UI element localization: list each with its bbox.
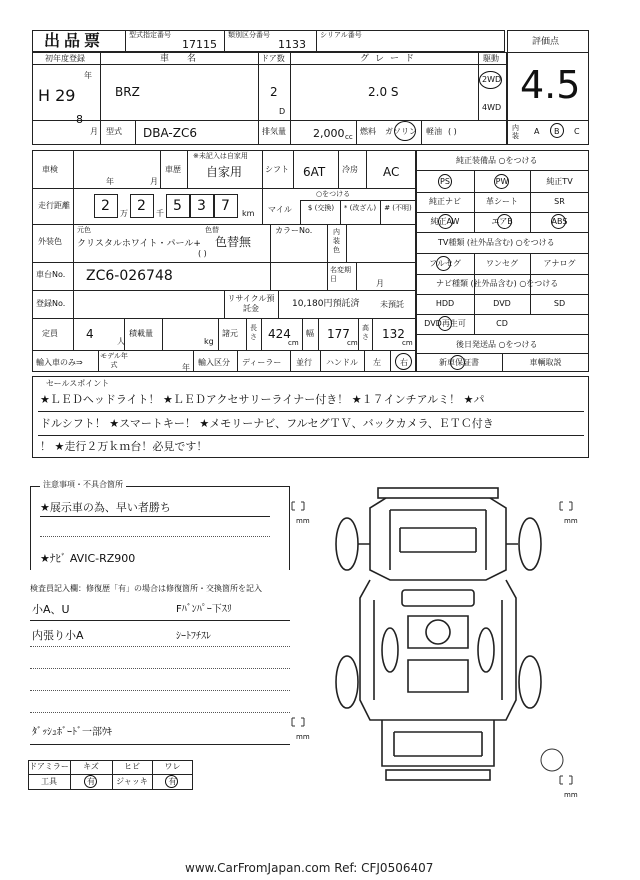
history-value: 自家用 xyxy=(206,165,243,179)
orig-color-label: 元色 xyxy=(77,226,91,234)
displacement-value: 2,000 xyxy=(313,127,345,140)
equip-sr: SR xyxy=(554,197,565,206)
interior-b-circle xyxy=(550,123,564,138)
equip-pw-circle xyxy=(494,174,509,189)
color-no-label: カラーNo. xyxy=(275,226,313,235)
meter-unknown: # (不明) xyxy=(384,204,412,212)
inspector-row1-left: 小A、U xyxy=(32,603,70,616)
navi-cd: CD xyxy=(496,319,508,328)
first-reg-month-unit: 月 xyxy=(90,127,98,136)
recycle-value: 10,180円預託済 xyxy=(292,299,360,309)
equip-aw: 純正AW xyxy=(430,217,460,226)
length-unit: cm xyxy=(288,339,299,347)
navi-dvd-play-circle xyxy=(438,316,452,331)
odo-man: 2 xyxy=(101,198,110,214)
recycle-label: リサイクル預託金 xyxy=(227,294,275,313)
first-reg-year: H 29 xyxy=(38,86,76,105)
inspector-row2-right: ｼｰﾄﾌﾁｽﾚ xyxy=(176,631,211,642)
inspector-row1-right: Fﾊﾞﾝﾊﾟｰ下ｽﾘ xyxy=(176,604,232,615)
notes-line-2: ★ﾅﾋﾞ AVIC-RZ900 xyxy=(40,552,136,565)
equip-abs: ABS xyxy=(551,217,568,226)
sales-label: セールスポイント xyxy=(46,379,110,388)
docs-manual: 車輌取説 xyxy=(529,358,562,367)
equip-aw-circle xyxy=(438,214,453,229)
load-label: 積載量 xyxy=(129,329,153,338)
color-change: 色替無 xyxy=(215,235,252,249)
capacity-value: 4 xyxy=(86,327,94,341)
steering-right: 右 xyxy=(400,358,408,367)
import-parallel: 並行 xyxy=(296,358,312,367)
navi-sd: SD xyxy=(553,299,566,308)
name-change-label: 名変期日 xyxy=(330,266,351,283)
meter-mark-note: ○をつける xyxy=(316,190,351,198)
drive-2wd-circle xyxy=(479,71,502,89)
docs-warranty-circle xyxy=(450,355,465,370)
length-value: 424 xyxy=(268,327,291,341)
tv-analog: アナログ xyxy=(543,259,576,268)
inspector-row7: ﾀﾞｯｼｭﾎﾞｰﾄﾞ一部ｳｷ xyxy=(32,727,112,738)
navi-dvd: DVD xyxy=(493,299,511,308)
fuel-other: ( ) xyxy=(448,127,457,136)
tv-fullseg: フルセグ xyxy=(429,259,461,268)
inspection-label: 車検 xyxy=(42,165,58,174)
import-dealer: ディーラー xyxy=(242,358,282,367)
drive-2wd: 2WD xyxy=(482,75,502,84)
score-label: 評価点 xyxy=(532,37,560,47)
drive-label: 駆動 xyxy=(483,54,499,63)
fuel-gasoline: ガソリン xyxy=(385,127,417,136)
first-reg-year-unit: 年 xyxy=(84,71,92,80)
meter-tamper: * (改ざん) xyxy=(343,204,377,212)
history-note: ※未記入は自家用 xyxy=(193,152,248,160)
shift-value: 6AT xyxy=(303,165,326,179)
serial-label: シリアル番号 xyxy=(320,31,362,39)
notes-line-1: ★展示車の為、早い者勝ち xyxy=(40,501,171,514)
equip-ps: PS xyxy=(440,177,450,186)
type-no-label: 型式指定番号 xyxy=(129,31,171,39)
navi-dvd-play: DVD再生可 xyxy=(424,319,466,328)
reg-label: 登録No. xyxy=(36,299,66,308)
capacity-unit: 人 xyxy=(117,337,125,346)
equipment-label: 純正装備品 ○をつける xyxy=(456,156,538,165)
notes-label: 注意事項・不具合箇所 xyxy=(40,481,126,489)
docs-label: 後日発送品 ○をつける xyxy=(456,340,538,349)
legend-h-break: ワレ xyxy=(164,762,181,771)
doors-label: ドア数 xyxy=(261,54,285,63)
equip-pw: PW xyxy=(495,177,509,186)
docs-warranty: 新車保証書 xyxy=(439,358,479,367)
color-change-label: 色替 xyxy=(205,226,219,234)
height-value: 132 xyxy=(382,327,405,341)
equip-leather: 革シート xyxy=(486,197,518,206)
history-label: 車歴 xyxy=(165,165,181,174)
model-label: 型式 xyxy=(106,127,122,136)
recycle-unpaid: 未預託 xyxy=(380,300,404,309)
watermark: www.CarFromJapan.com Ref: CFJ0506407 xyxy=(185,861,434,875)
shift-label: シフト xyxy=(265,165,289,174)
class-no-label: 類別区分番号 xyxy=(228,31,270,39)
fuel-diesel: 軽油 xyxy=(426,127,442,136)
odo-digit-3: 7 xyxy=(221,198,230,214)
color-label: 外装色 xyxy=(38,237,62,246)
displacement-unit: cc xyxy=(345,133,353,141)
steering-right-circle xyxy=(395,353,412,370)
legend-tools: 工具 xyxy=(41,777,57,786)
inspector-label: 検査員記入欄：修復歴「有」の場合は修復箇所・交換箇所を記入 xyxy=(30,584,262,593)
steering-label: ハンドル xyxy=(326,358,358,367)
legend-tools-circle xyxy=(84,775,97,788)
doors-suffix: D xyxy=(279,107,286,116)
equip-airbag-circle xyxy=(497,214,512,229)
legend-h-scratch: キズ xyxy=(83,762,99,771)
mm-rear-right: mm xyxy=(564,791,578,799)
interior-color-label: 内装色 xyxy=(333,228,340,254)
page-title: 出品票 xyxy=(44,31,105,50)
color-change-paren: ( ) xyxy=(198,249,207,258)
ac-label: 冷房 xyxy=(342,165,358,174)
navi-type-label: ナビ種類 (社外品含む) ○をつける xyxy=(436,279,559,288)
legend-jack: ジャッキ xyxy=(116,777,148,786)
tv-fullseg-circle xyxy=(436,256,451,271)
fuel-label: 燃料 xyxy=(360,127,376,136)
inspection-year: 年 xyxy=(106,177,114,186)
meter-swap: $ (交換) xyxy=(307,204,335,212)
width-label: 幅 xyxy=(306,329,314,338)
odo-digit-2: 3 xyxy=(197,198,206,214)
orig-color: クリスタルホワイト・パール+ xyxy=(77,239,201,249)
inspector-row2-left: 内張り小A xyxy=(32,629,84,642)
tv-type-label: TV種類 (社外品含む) ○をつける xyxy=(438,238,555,247)
height-unit: cm xyxy=(402,339,413,347)
class-no: 1133 xyxy=(278,38,306,51)
chassis-label: 車台No. xyxy=(36,270,66,279)
legend-h-crack: ヒビ xyxy=(124,762,140,771)
odo-km: km xyxy=(242,209,255,218)
equip-tv: 純正TV xyxy=(546,177,573,186)
equip-abs-circle xyxy=(551,214,566,229)
car-damage-diagram xyxy=(290,470,590,810)
car-name: BRZ xyxy=(115,85,140,99)
displacement-label: 排気量 xyxy=(262,127,286,136)
ac-value: AC xyxy=(383,165,400,179)
type-no: 17115 xyxy=(182,38,217,51)
name-change-month: 月 xyxy=(376,279,384,288)
chassis-value: ZC6-026748 xyxy=(86,268,173,284)
odo-digit-1: 5 xyxy=(173,198,182,214)
mm-front-left: mm xyxy=(296,517,310,525)
inspection-month: 月 xyxy=(150,177,158,186)
sales-line-1: ★ＬＥＤヘッドライト！ ★ＬＥＤアクセサリーライナー付き！ ★１７インチアルミ！ ★パ xyxy=(40,393,485,406)
first-reg-label: 初年度登録 xyxy=(45,54,85,63)
equip-navi: 純正ナビ xyxy=(429,197,461,206)
mileage-label: 走行距離 xyxy=(38,201,70,210)
mm-front-right: mm xyxy=(564,517,578,525)
equip-airbag: エアB xyxy=(491,217,513,226)
model-year-unit: 年 xyxy=(182,363,190,372)
doors-value: 2 xyxy=(270,85,278,99)
interior-a: A xyxy=(534,127,540,136)
dims-label: 諸元 xyxy=(222,329,238,338)
height-label: 高さ xyxy=(362,324,369,341)
import-type-label: 輸入区分 xyxy=(198,358,230,367)
odo-sen: 2 xyxy=(137,198,146,214)
navi-hdd: HDD xyxy=(435,299,455,308)
model-year-label: モデル年式 xyxy=(100,352,128,369)
length-label: 長さ xyxy=(250,324,257,341)
mm-rear-left: mm xyxy=(296,733,310,741)
odo-sen-unit: 千 xyxy=(156,209,164,218)
steering-left: 左 xyxy=(373,358,381,367)
grade-label: グレード xyxy=(360,54,421,64)
equip-ps-circle xyxy=(438,174,452,189)
import-label: 輸入車のみ⇒ xyxy=(36,358,83,367)
sales-line-3: ！ ★走行２万ｋｍ台！必見です！ xyxy=(40,440,208,453)
fuel-gasoline-circle xyxy=(394,121,416,141)
legend-jack-value: 有 xyxy=(168,777,177,786)
mile-label: マイル xyxy=(268,205,292,214)
legend-tools-value: 有 xyxy=(87,777,95,786)
car-name-label: 車名 xyxy=(160,54,215,64)
legend-jack-circle xyxy=(165,775,178,788)
grade-value: 2.0 S xyxy=(368,85,399,99)
model-value: DBA-ZC6 xyxy=(143,126,197,140)
interior-c: C xyxy=(574,127,580,136)
capacity-label: 定員 xyxy=(42,329,58,338)
drive-4wd: 4WD xyxy=(482,103,502,112)
legend-h-mirror: ドアミラー xyxy=(29,762,69,771)
score-value: 4.5 xyxy=(520,63,581,107)
tv-oneseg: ワンセグ xyxy=(486,259,518,268)
width-unit: cm xyxy=(347,339,358,347)
load-unit: kg xyxy=(204,337,214,346)
interior-b: B xyxy=(554,127,560,136)
interior-label: 内装 xyxy=(512,124,519,140)
odo-man-unit: 万 xyxy=(120,209,128,218)
width-value: 177 xyxy=(327,327,350,341)
sales-line-2: ドルシフト！ ★スマートキー！ ★メモリーナビ、フルセグＴＶ、バックカメラ、ＥＴＣ付き xyxy=(40,417,494,430)
first-reg-month: 8 xyxy=(76,113,83,126)
